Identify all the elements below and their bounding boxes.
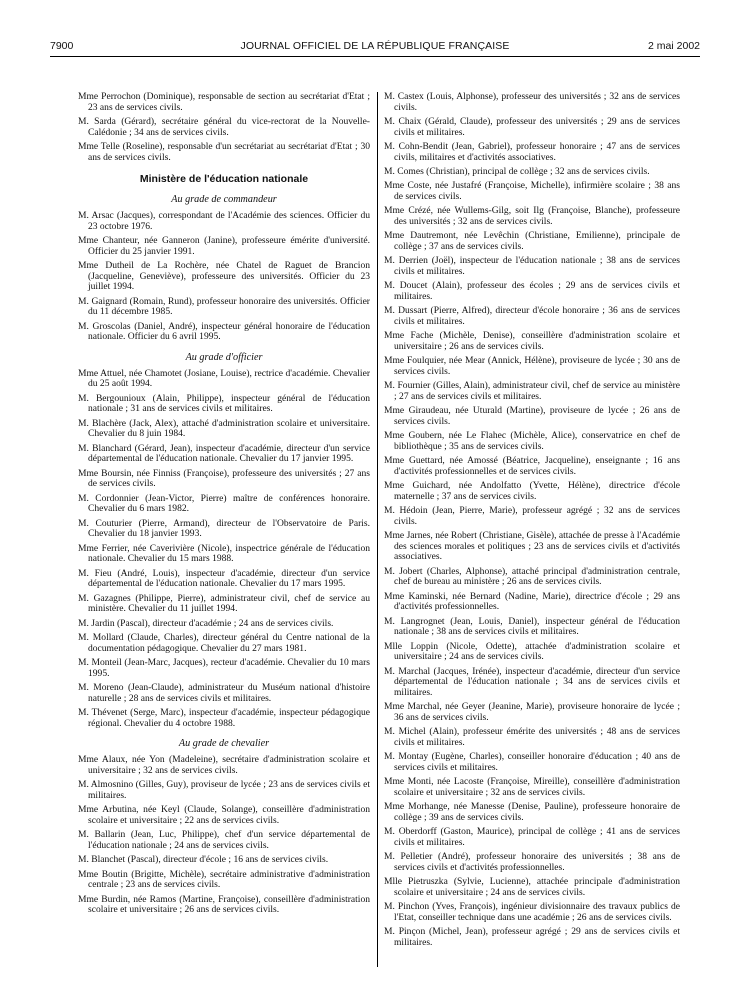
honoree-entry: Mme Dautremont, née Levêchin (Christiane, Emilienne), principale de collège ; 37 ans de services civils. bbox=[384, 230, 680, 252]
ministry-title: Ministère de l'éducation nationale bbox=[139, 173, 309, 186]
chevalier-list bbox=[78, 755, 370, 916]
honoree-entry: Mme Attuel, née Chamotet (Josiane, Louise), rectrice d'académie. Chevalier du 25 août 1994. bbox=[78, 367, 370, 390]
honoree-entry: Mme Boursin, née Finniss (Françoise), professeure des universités ; 27 ans de services civils. bbox=[78, 467, 370, 490]
honoree-entry: M. Jardin (Pascal), directeur d'académie ; 24 ans de services civils. bbox=[78, 617, 334, 629]
honoree-entry: M. Monteil (Jean-Marc, Jacques), recteur d'académie. Chevalier du 10 mars 1995. bbox=[78, 657, 370, 679]
honoree-entry: M. Castex (Louis, Alphonse), professeur des universités ; 32 ans de services civils. bbox=[384, 91, 680, 113]
intro-list bbox=[78, 92, 370, 163]
honoree-entry: M. Montay (Eugène, Charles), conseiller honoraire d'éducation ; 40 ans de services civils et militaires. bbox=[384, 751, 680, 773]
honoree-entry: M. Groscolas (Daniel, André), inspecteur général honoraire de l'éducation nationale. Officier du 6 avril 1995. bbox=[78, 320, 370, 343]
column-divider bbox=[377, 92, 378, 967]
honoree-entry: M. Langrognet (Jean, Louis, Daniel), inspecteur général de l'éducation nationale ; 38 ans de services civils et militaires. bbox=[384, 615, 680, 638]
honoree-entry: M. Gaignard (Romain, Rund), professeur honoraire des universités. Officier du 11 décembre 1985. bbox=[78, 295, 370, 318]
honoree-entry: M. Arsac (Jacques), correspondant de l'Académie des sciences. Officier du 23 octobre 1976. bbox=[78, 210, 370, 232]
commandeur-list bbox=[78, 211, 370, 343]
honoree-entry: M. Sarda (Gérard), secrétaire général du vice-rectorat de la Nouvelle-Calédonie ; 34 ans de services civils. bbox=[78, 115, 370, 138]
honoree-entry: M. Pelletier (André), professeur honoraire des universités ; 38 ans de services civils et d'activités professionnelles. bbox=[384, 851, 680, 873]
honoree-entry: Mme Boutin (Brigitte, Michèle), secrétaire administrative d'administration centrale ; 23 ans de services civils. bbox=[78, 868, 370, 891]
honoree-entry: Mlle Loppin (Nicole, Odette), attachée d'administration scolaire et universitaire ; 24 ans de services civils. bbox=[384, 640, 680, 663]
grade-heading-commandeur: Au grade de commandeur bbox=[171, 194, 277, 206]
honoree-entry: M. Blanchet (Pascal), directeur d'école ; 16 ans de services civils. bbox=[78, 854, 329, 866]
honoree-entry: M. Pinchon (Yves, François), ingénieur divisionnaire des travaux publics de l'Etat, conseiller technique dans une académie ; 26 ans de services civils. bbox=[384, 901, 680, 923]
honoree-entry: M. Derrien (Joël), inspecteur de l'éducation nationale ; 38 ans de services civils et militaires. bbox=[384, 255, 680, 277]
honoree-entry: M. Blachère (Jack, Alex), attaché d'administration scolaire et universitaire. Chevalier du 8 juin 1984. bbox=[78, 417, 370, 440]
honoree-entry: M. Mollard (Claude, Charles), directeur général du Centre national de la documentation pédagogique. Chevalier du 27 mars 1981. bbox=[78, 632, 370, 654]
honoree-entry: M. Blanchard (Gérard, Jean), inspecteur d'académie, directeur d'un service départemental de l'éducation nationale. Chevalier du 17 janvier 1995. bbox=[78, 442, 370, 465]
honoree-entry: M. Oberdorff (Gaston, Maurice), principal de collège ; 41 ans de services civils et militaires. bbox=[384, 826, 680, 848]
left-column bbox=[78, 92, 370, 920]
honoree-entry: Mme Ferrier, née Caverivière (Nicole), inspectrice générale de l'éducation nationale. Chevalier du 15 mars 1988. bbox=[78, 542, 370, 565]
honoree-entry: Mme Guettard, née Amossé (Béatrice, Jacqueline), enseignante ; 16 ans d'activités professionnelles et de services civils. bbox=[384, 455, 680, 477]
header-rule bbox=[50, 56, 700, 57]
publication-date: 2 mai 2002 bbox=[648, 40, 700, 52]
honoree-entry: M. Doucet (Alain), professeur des écoles ; 29 ans de services civils et militaires. bbox=[384, 280, 680, 302]
honoree-entry: M. Bergounioux (Alain, Philippe), inspecteur général de l'éducation nationale ; 31 ans de services civils et militaires. bbox=[78, 392, 370, 415]
honoree-entry: Mme Arbutina, née Keyl (Claude, Solange), conseillère d'administration scolaire et universitaire ; 22 ans de services civils. bbox=[78, 804, 370, 826]
honoree-entry: M. Cordonnier (Jean-Victor, Pierre) maître de conférences honoraire. Chevalier du 6 mars 1982. bbox=[78, 492, 370, 515]
honoree-entry: Mme Crézé, née Wullems-Gilg, soit Ilg (Françoise, Blanche), professeure des universités ; 32 ans de services civils. bbox=[384, 205, 680, 227]
honoree-entry: M. Fieu (André, Louis), inspecteur d'académie, directeur d'un service départemental de l'éducation nationale. Chevalier du 17 mars 1995. bbox=[78, 567, 370, 590]
honoree-entry: Mme Marchal, née Geyer (Jeanine, Marie), proviseure honoraire de lycée ; 36 ans de services civils. bbox=[384, 701, 680, 723]
honoree-entry: Mme Guichard, née Andolfatto (Yvette, Hélène), directrice d'école maternelle ; 37 ans de services civils. bbox=[384, 480, 680, 502]
honoree-entry: M. Chaix (Gérald, Claude), professeur des universités ; 29 ans de services civils et militaires. bbox=[384, 115, 680, 138]
honoree-entry: M. Ballarin (Jean, Luc, Philippe), chef d'un service départemental de l'éducation nationale ; 24 ans de services civils. bbox=[78, 829, 370, 851]
honoree-entry: M. Hédoin (Jean, Pierre, Marie), professeur agrégé ; 32 ans de services civils. bbox=[384, 505, 680, 527]
honoree-entry: M. Moreno (Jean-Claude), administrateur du Muséum national d'histoire naturelle ; 28 ans de services civils et militaires. bbox=[78, 682, 370, 704]
honoree-entry: M. Pinçon (Michel, Jean), professeur agrégé ; 29 ans de services civils et militaires. bbox=[384, 926, 680, 948]
honoree-entry: Mme Morhange, née Manesse (Denise, Pauline), professeure honoraire de collège ; 39 ans de services civils. bbox=[384, 801, 680, 823]
honoree-entry: M. Thévenet (Serge, Marc), inspecteur d'académie, inspecteur pédagogique régional. Chevalier du 4 octobre 1988. bbox=[78, 707, 370, 729]
honoree-entry: Mme Foulquier, née Mear (Annick, Hélène), proviseure de lycée ; 30 ans de services civils. bbox=[384, 355, 680, 377]
honoree-entry: Mme Monti, née Lacoste (Françoise, Mireille), conseillère d'administration scolaire et universitaire ; 32 ans de services civils. bbox=[384, 776, 680, 798]
honoree-entry: Mme Telle (Roseline), responsable d'un secrétariat au secrétariat d'Etat ; 30 ans de services civils. bbox=[78, 140, 370, 163]
honoree-entry: M. Marchal (Jacques, Irénée), inspecteur d'académie, directeur d'un service départemental de l'éducation nationale ; 34 ans de services civils et militaires. bbox=[384, 665, 680, 698]
honoree-entry: Mme Dutheil de La Rochère, née Chatel de Raguet de Brancion (Jacqueline, Geneviève), professeure des universités. Officier du 23 juillet 1994. bbox=[78, 260, 370, 293]
honoree-entry: Mme Chanteur, née Ganneron (Janine), professeure émérite d'université. Officier du 25 janvier 1991. bbox=[78, 235, 370, 257]
honoree-entry: Mlle Pietruszka (Sylvie, Lucienne), attachée principale d'administration scolaire et universitaire ; 24 ans de services civils. bbox=[384, 876, 680, 898]
officier-list bbox=[78, 369, 370, 729]
honoree-entry: Mme Goubern, née Le Flahec (Michèle, Alice), conservatrice en chef de bibliothèque ; 35 ans de services civils. bbox=[384, 430, 680, 452]
honoree-entry: M. Gazagnes (Philippe, Pierre), administrateur civil, chef de service au ministère. Chevalier du 11 juillet 1994. bbox=[78, 592, 370, 615]
honoree-entry: Mme Giraudeau, née Uturald (Martine), proviseure de lycée ; 26 ans de services civils. bbox=[384, 405, 680, 427]
honoree-entry: Mme Fache (Michèle, Denise), conseillère d'administration scolaire et universitaire ; 26 ans de services civils. bbox=[384, 330, 680, 352]
page-number: 7900 bbox=[50, 40, 74, 52]
honoree-entry: M. Cohn-Bendit (Jean, Gabriel), professeur honoraire ; 47 ans de services civils, militaires et d'activités associatives. bbox=[384, 140, 680, 163]
grade-heading-chevalier: Au grade de chevalier bbox=[178, 738, 270, 750]
grade-heading-officier: Au grade d'officier bbox=[185, 351, 263, 363]
honoree-entry: M. Fournier (Gilles, Alain), administrateur civil, chef de service au ministère ; 27 ans de services civils et militaires. bbox=[384, 380, 680, 402]
honoree-entry: Mme Alaux, née Yon (Madeleine), secrétaire d'administration scolaire et universitaire ; 32 ans de services civils. bbox=[78, 754, 370, 776]
honoree-entry: M. Couturier (Pierre, Armand), directeur de l'Observatoire de Paris. Chevalier du 18 janvier 1993. bbox=[78, 517, 370, 540]
honoree-entry: M. Michel (Alain), professeur émérite des universités ; 48 ans de services civils et militaires. bbox=[384, 726, 680, 748]
honoree-entry: Mme Burdin, née Ramos (Martine, Françoise), conseillère d'administration scolaire et universitaire ; 26 ans de services civils. bbox=[78, 893, 370, 916]
page-header bbox=[50, 40, 700, 54]
honoree-entry: M. Almosnino (Gilles, Guy), proviseur de lycée ; 23 ans de services civils et militaires. bbox=[78, 779, 370, 801]
right-column bbox=[384, 92, 680, 952]
honoree-entry: M. Dussart (Pierre, Alfred), directeur d'école honoraire ; 36 ans de services civils et militaires. bbox=[384, 305, 680, 327]
journal-title: JOURNAL OFFICIEL DE LA RÉPUBLIQUE FRANÇAISE bbox=[240, 40, 510, 52]
honoree-entry: Mme Perrochon (Dominique), responsable de section au secrétariat d'Etat ; 23 ans de services civils. bbox=[78, 91, 370, 113]
honoree-entry: Mme Jarnes, née Robert (Christiane, Gisèle), attachée de presse à l'Académie des sciences morales et politiques ; 23 ans de services civils et d'activités associatives. bbox=[384, 530, 680, 563]
chevalier-list-continued bbox=[384, 92, 680, 948]
honoree-entry: Mme Kaminski, née Bernard (Nadine, Marie), directrice d'école ; 29 ans d'activités professionnelles. bbox=[384, 590, 680, 613]
honoree-entry: M. Comes (Christian), principal de collège ; 32 ans de services civils. bbox=[384, 165, 650, 177]
honoree-entry: Mme Coste, née Justafré (Françoise, Michelle), infirmière scolaire ; 38 ans de services civils. bbox=[384, 180, 680, 202]
honoree-entry: M. Jobert (Charles, Alphonse), attaché principal d'administration centrale, chef de bureau au ministère ; 26 ans de services civils. bbox=[384, 565, 680, 588]
